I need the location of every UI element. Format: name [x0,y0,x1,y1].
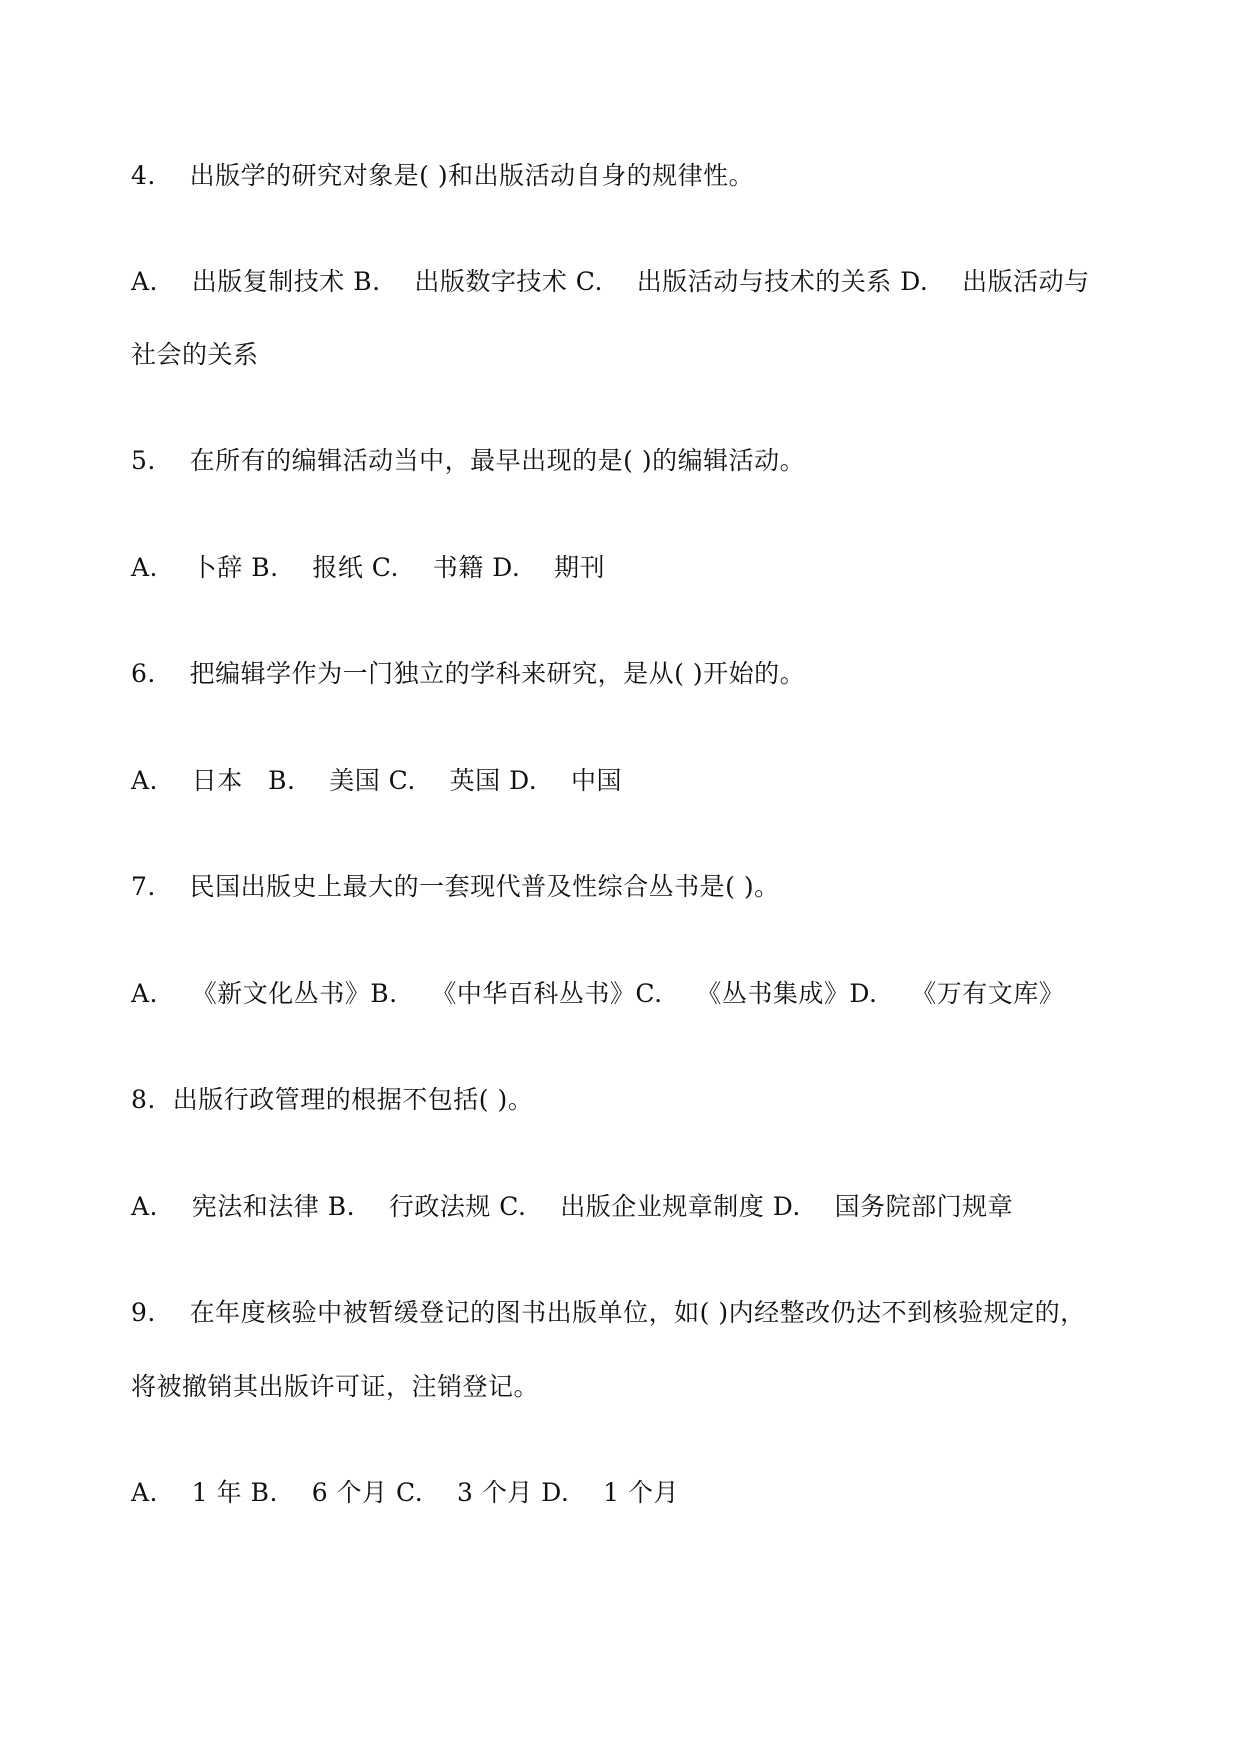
question-4-text: 4. 出版学的研究对象是( )和出版活动自身的规律性。 [131,161,755,190]
question-9-text-continued: 将被撤销其出版许可证，注销登记。 [131,1372,540,1401]
question-4-options: A. 出版复制技术 B. 出版数字技术 C. 出版活动与技术的关系 D. 出版活动与 [131,267,1090,296]
question-6-text: 6. 把编辑学作为一门独立的学科来研究，是从( )开始的。 [131,659,806,688]
question-5-options: A. 卜辞 B. 报纸 C. 书籍 D. 期刊 [131,553,606,582]
question-8-options: A. 宪法和法律 B. 行政法规 C. 出版企业规章制度 D. 国务院部门规章 [131,1192,1014,1221]
question-8-text: 8. 出版行政管理的根据不包括( )。 [131,1085,534,1114]
question-4-options-continued: 社会的关系 [131,340,259,369]
question-7-options: A. 《新文化丛书》B. 《中华百科丛书》C. 《丛书集成》D. 《万有文库》 [131,979,1065,1008]
question-9-options: A. 1 年 B. 6 个月 C. 3 个月 D. 1 个月 [131,1478,680,1507]
question-7-text: 7. 民国出版史上最大的一套现代普及性综合丛书是( )。 [131,872,780,901]
question-6-options: A. 日本 B. 美国 C. 英国 D. 中国 [131,766,622,795]
question-9-text: 9. 在年度核验中被暂缓登记的图书出版单位，如( )内经整改仍达不到核验规定的， [131,1298,1086,1327]
question-5-text: 5. 在所有的编辑活动当中，最早出现的是( )的编辑活动。 [131,446,806,475]
